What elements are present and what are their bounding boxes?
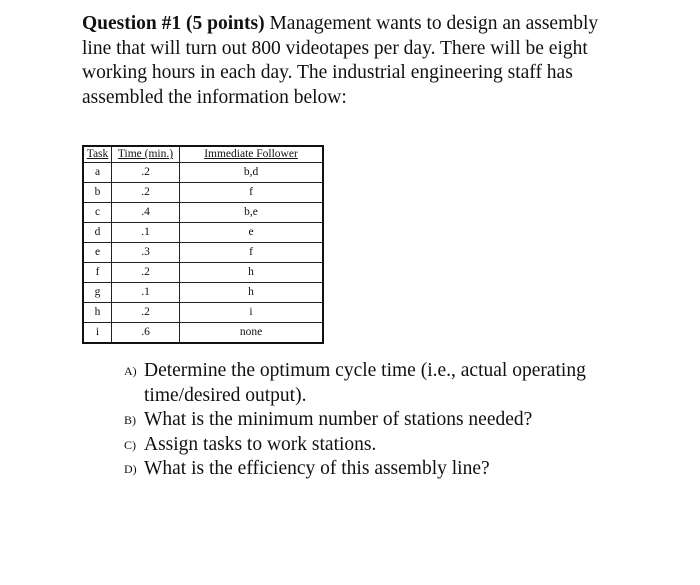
- task-cell: g: [83, 283, 112, 303]
- time-cell: .1: [112, 283, 180, 303]
- follower-cell: i: [180, 303, 324, 323]
- part-b: [124, 408, 624, 433]
- follower-cell: none: [180, 323, 324, 344]
- question-parts: [124, 359, 624, 482]
- time-cell: .3: [112, 243, 180, 263]
- time-cell: .4: [112, 203, 180, 223]
- part-a-text: Determine the optimum cycle time (i.e., actual operating: [144, 360, 586, 381]
- table-row: [83, 163, 323, 183]
- part-a-letter: A): [124, 364, 137, 378]
- follower-cell: b,d: [180, 163, 324, 183]
- time-cell: .2: [112, 263, 180, 283]
- part-c-letter: C): [124, 437, 136, 452]
- follower-cell: h: [180, 263, 324, 283]
- follower-cell: f: [180, 183, 324, 203]
- part-d: [124, 457, 624, 482]
- task-cell: h: [83, 303, 112, 323]
- table-header-row: [83, 146, 323, 163]
- table-row: [83, 223, 323, 243]
- part-c: [124, 433, 624, 458]
- part-a: [124, 359, 624, 384]
- header-follower: Immediate Follower: [180, 146, 324, 163]
- time-cell: .2: [112, 183, 180, 203]
- time-cell: .2: [112, 303, 180, 323]
- part-c-text: Assign tasks to work stations.: [144, 433, 377, 455]
- question-paragraph: [82, 12, 602, 110]
- part-d-text: What is the efficiency of this assembly line?: [144, 458, 490, 479]
- task-cell: d: [83, 223, 112, 243]
- time-cell: .1: [112, 223, 180, 243]
- time-cell: .2: [112, 163, 180, 183]
- table-row: [83, 283, 323, 303]
- header-time: Time (min.): [112, 146, 180, 163]
- task-cell: a: [83, 163, 112, 183]
- task-cell: c: [83, 203, 112, 223]
- task-cell: f: [83, 263, 112, 283]
- part-d-letter: D): [124, 462, 137, 476]
- part-b-letter: B): [124, 413, 136, 427]
- question-text: Management wants to design an assembly line that will turn out 800 videotapes per day. There will be eight working hours in each day. The industrial engineering staff has assembled the information below:: [82, 13, 599, 108]
- follower-cell: b,e: [180, 203, 324, 223]
- table-row: [83, 323, 323, 344]
- header-task: Task: [83, 146, 112, 163]
- follower-cell: f: [180, 243, 324, 263]
- table-row: [83, 303, 323, 323]
- part-b-text: What is the minimum number of stations needed?: [144, 409, 533, 430]
- time-cell: .6: [112, 323, 180, 344]
- table-row: [83, 183, 323, 203]
- table-row: [83, 263, 323, 283]
- part-a-continuation: time/desired output).: [144, 384, 307, 406]
- task-cell: b: [83, 183, 112, 203]
- task-cell: i: [83, 323, 112, 344]
- follower-cell: h: [180, 283, 324, 303]
- follower-cell: e: [180, 223, 324, 243]
- question-heading: Question #1 (5 points): [82, 13, 265, 34]
- table-row: [83, 203, 323, 223]
- table-row: [83, 243, 323, 263]
- task-table: [82, 145, 324, 344]
- task-cell: e: [83, 243, 112, 263]
